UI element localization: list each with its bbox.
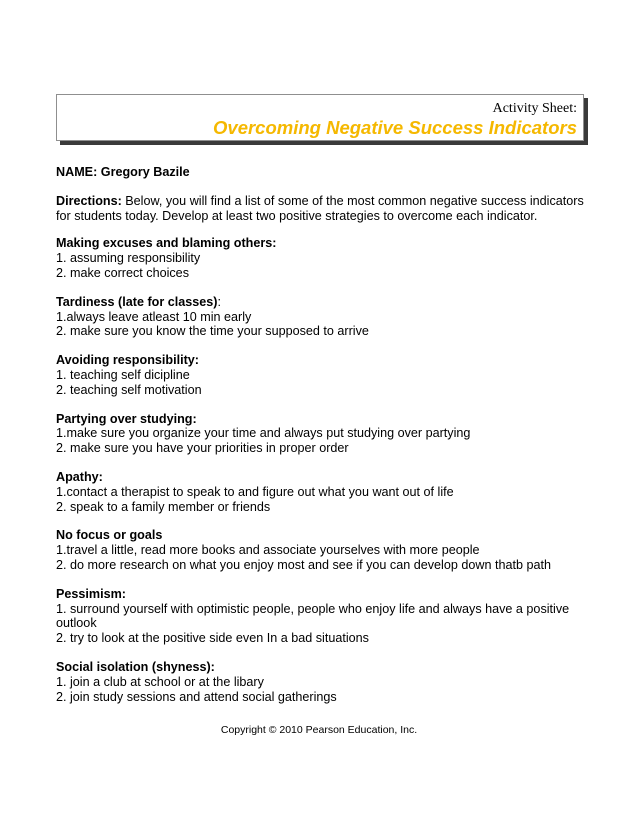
list-item: 1. surround yourself with optimistic people, people who enjoy life and always have a positive outlook bbox=[56, 601, 570, 631]
list-item: 1. join a club at school or at the libary bbox=[56, 674, 264, 689]
section-title: Social isolation (shyness): bbox=[56, 659, 215, 674]
section-title: No focus or goals bbox=[56, 528, 163, 543]
list-item: 1.make sure you organize your time and always put studying over partying bbox=[56, 426, 471, 441]
student-name: NAME: Gregory Bazile bbox=[56, 165, 190, 179]
section-tardiness bbox=[56, 295, 586, 339]
section-title: Partying over studying: bbox=[56, 411, 197, 426]
directions-label: Directions: bbox=[56, 193, 122, 208]
list-item: 1.contact a therapist to speak to and figure out what you want out of life bbox=[56, 484, 454, 499]
list-item: 2. make sure you know the time your supposed to arrive bbox=[56, 324, 369, 339]
activity-sheet-label: Activity Sheet: bbox=[492, 101, 577, 116]
list-item: 2. join study sessions and attend social gatherings bbox=[56, 689, 337, 704]
section-title-suffix: : bbox=[217, 294, 221, 309]
section-focus bbox=[56, 528, 586, 572]
section-title: Pessimism: bbox=[56, 586, 127, 601]
section-title: Apathy: bbox=[56, 469, 103, 484]
section-title: Tardiness (late for classes) bbox=[56, 294, 218, 309]
list-item: 1. assuming responsibility bbox=[56, 251, 201, 266]
copyright-footer: Copyright © 2010 Pearson Education, Inc. bbox=[220, 724, 418, 736]
page-title: Overcoming Negative Success Indicators bbox=[213, 117, 577, 138]
list-item: 2. speak to a family member or friends bbox=[56, 499, 271, 514]
section-isolation bbox=[56, 660, 586, 704]
section-excuses bbox=[56, 236, 586, 280]
directions-text: Below, you will find a list of some of the most common negative success indicators for students today. Develop at least two positive strategies to overcome each indicator. bbox=[56, 193, 584, 223]
section-responsibility bbox=[56, 353, 586, 397]
list-item: 2. make sure you have your priorities in proper order bbox=[56, 441, 349, 456]
worksheet-content bbox=[56, 165, 586, 718]
section-title: Avoiding responsibility: bbox=[56, 353, 199, 368]
list-item: 2. do more research on what you enjoy most and see if you can develop down thatb path bbox=[56, 557, 551, 572]
section-apathy bbox=[56, 470, 586, 514]
list-item: 1. teaching self dicipline bbox=[56, 367, 190, 382]
section-pessimism bbox=[56, 587, 586, 646]
list-item: 1.travel a little, read more books and associate yourselves with more people bbox=[56, 543, 480, 558]
header-box bbox=[56, 94, 584, 141]
section-partying bbox=[56, 412, 586, 456]
list-item: 1.always leave atleast 10 min early bbox=[56, 309, 252, 324]
list-item: 2. try to look at the positive side even In a bad situations bbox=[56, 631, 369, 646]
section-title: Making excuses and blaming others: bbox=[56, 236, 277, 251]
directions bbox=[56, 194, 586, 224]
list-item: 2. make correct choices bbox=[56, 265, 189, 280]
list-item: 2. teaching self motivation bbox=[56, 382, 202, 397]
